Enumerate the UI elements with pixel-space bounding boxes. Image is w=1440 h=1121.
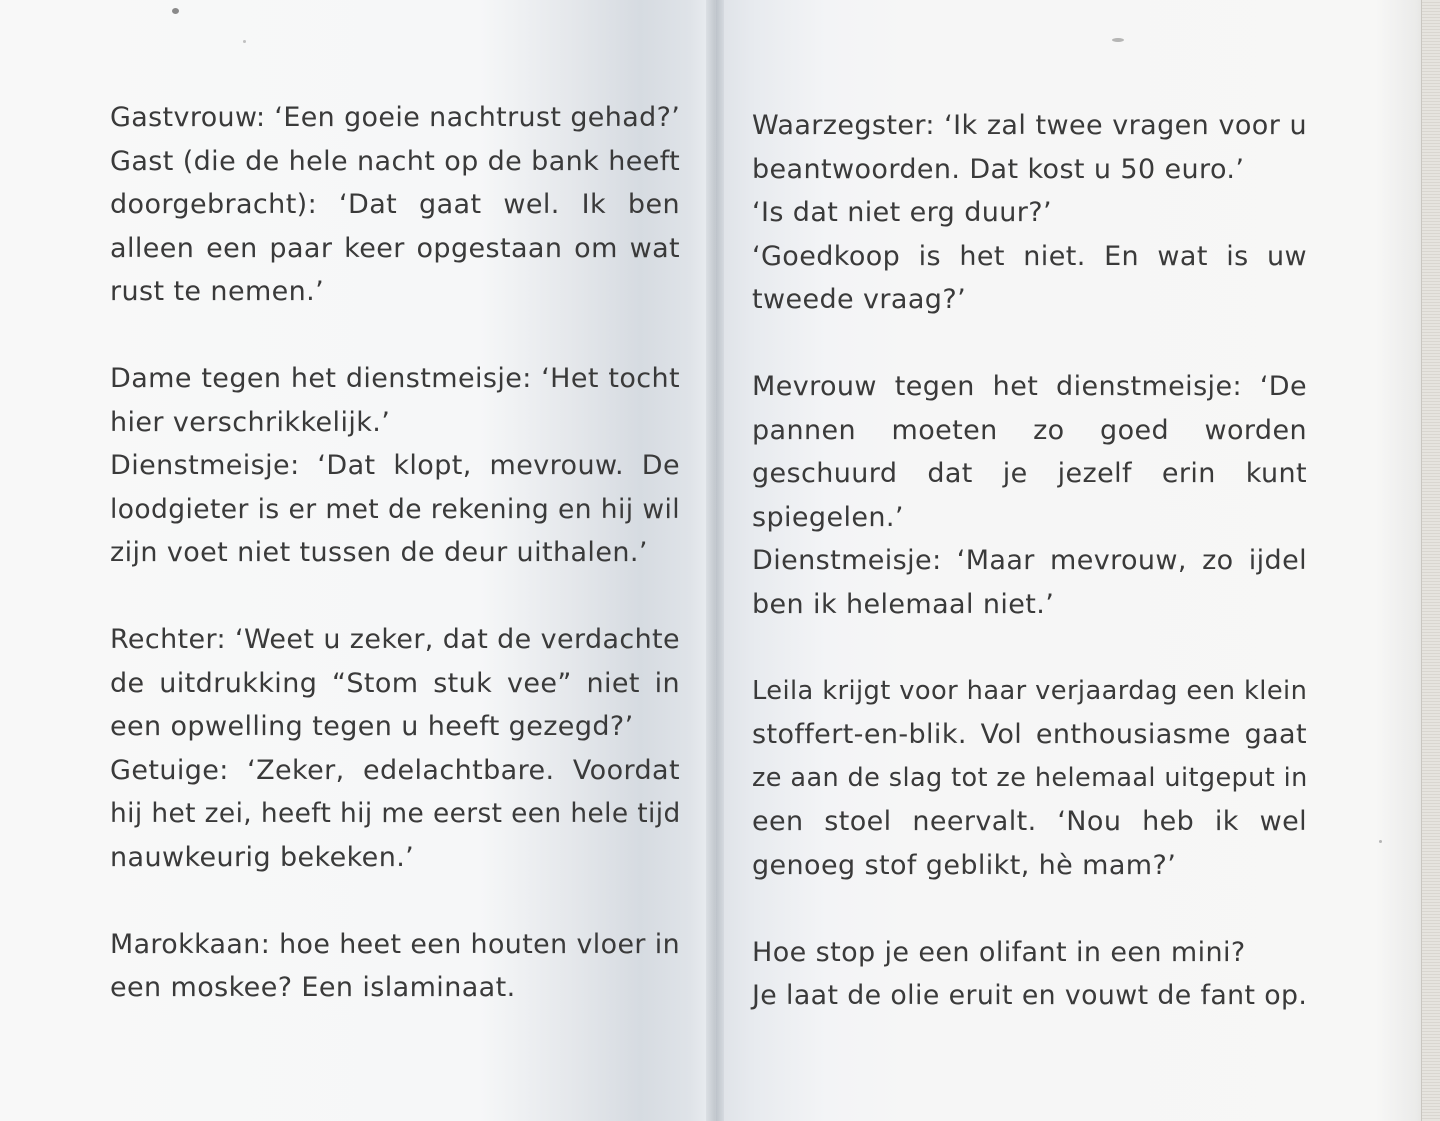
joke-paragraph	[110, 357, 680, 575]
text-line: ‘Goedkoop is het niet. En wat is uw	[752, 240, 1307, 272]
right-page-text	[752, 104, 1307, 1061]
text-line: zijn voet niet tussen de deur uithalen.’	[110, 537, 648, 568]
text-line: Marokkaan: hoe heet een houten vloer in	[110, 928, 681, 960]
text-line: tweede vraag?’	[752, 284, 967, 315]
text-line: doorgebracht): ‘Dat gaat wel. Ik ben	[110, 189, 680, 220]
text-line: ben ik helemaal niet.’	[752, 588, 1055, 620]
joke-paragraph	[752, 931, 1307, 1018]
joke-paragraph	[110, 618, 680, 879]
text-line: pannen moeten zo goed worden	[752, 414, 1307, 446]
text-line: ze aan de slag tot ze helemaal uitgeput in	[752, 762, 1308, 793]
speck-mark	[172, 8, 179, 14]
text-line: Dame tegen het dienstmeisje: ‘Het tocht	[110, 363, 680, 394]
text-line: een moskee? Een islaminaat.	[110, 972, 516, 1003]
text-line: Gast (die de hele nacht op de bank heeft	[110, 145, 681, 177]
text-line: Hoe stop je een olifant in een mini?	[752, 936, 1246, 968]
joke-paragraph	[752, 365, 1307, 626]
text-line: Leila krijgt voor haar verjaardag een klein	[752, 675, 1308, 706]
text-line: genoeg stof geblikt, hè mam?’	[752, 849, 1177, 881]
text-line: Getuige: ‘Zeker, edelachtbare. Voordat	[110, 754, 680, 786]
text-line: een opwelling tegen u heeft gezegd?’	[110, 711, 634, 742]
text-line: Mevrouw tegen het dienstmeisje: ‘De	[752, 371, 1307, 402]
page-edge	[1421, 0, 1440, 1121]
text-line: Gastvrouw: ‘Een goeie nachtrust gehad?’	[110, 102, 681, 133]
text-line: geschuurd dat je jezelf erin kunt	[752, 458, 1307, 489]
text-line: loodgieter is er met de rekening en hij wil	[110, 493, 680, 525]
text-line: Je laat de olie eruit en vouwt de fant op.	[752, 980, 1308, 1011]
left-page-text	[110, 96, 680, 1053]
text-line: stoffert-en-blik. Vol enthousiasme gaat	[752, 719, 1307, 750]
text-line: Waarzegster: ‘Ik zal twee vragen voor u	[752, 110, 1307, 141]
book-gutter	[706, 0, 724, 1121]
joke-paragraph	[752, 670, 1307, 888]
text-line: spiegelen.’	[752, 501, 904, 533]
text-line: hier verschrikkelijk.’	[110, 406, 391, 438]
joke-paragraph	[110, 96, 680, 314]
text-line: nauwkeurig bekeken.’	[110, 841, 415, 873]
text-line: een stoel neervalt. ‘Nou heb ik wel	[752, 806, 1307, 837]
text-line: beantwoorden. Dat kost u 50 euro.’	[752, 153, 1245, 185]
text-line: de uitdrukking “Stom stuk vee” niet in	[110, 667, 680, 699]
speck-mark	[1379, 840, 1382, 843]
text-line: Dienstmeisje: ‘Dat klopt, mevrouw. De	[110, 450, 680, 481]
text-line: ‘Is dat niet erg duur?’	[752, 197, 1052, 228]
speck-mark	[1112, 38, 1124, 42]
joke-paragraph	[110, 923, 680, 1010]
text-line: Dienstmeisje: ‘Maar mevrouw, zo ijdel	[752, 545, 1307, 576]
text-line: alleen een paar keer opgestaan om wat	[110, 232, 680, 264]
speck-mark	[243, 40, 246, 43]
text-line: rust te nemen.’	[110, 276, 325, 307]
joke-paragraph	[752, 104, 1307, 322]
text-line: Rechter: ‘Weet u zeker, dat de verdachte	[110, 624, 680, 655]
text-line: hij het zei, heeft hij me eerst een hele tijd	[110, 798, 681, 829]
